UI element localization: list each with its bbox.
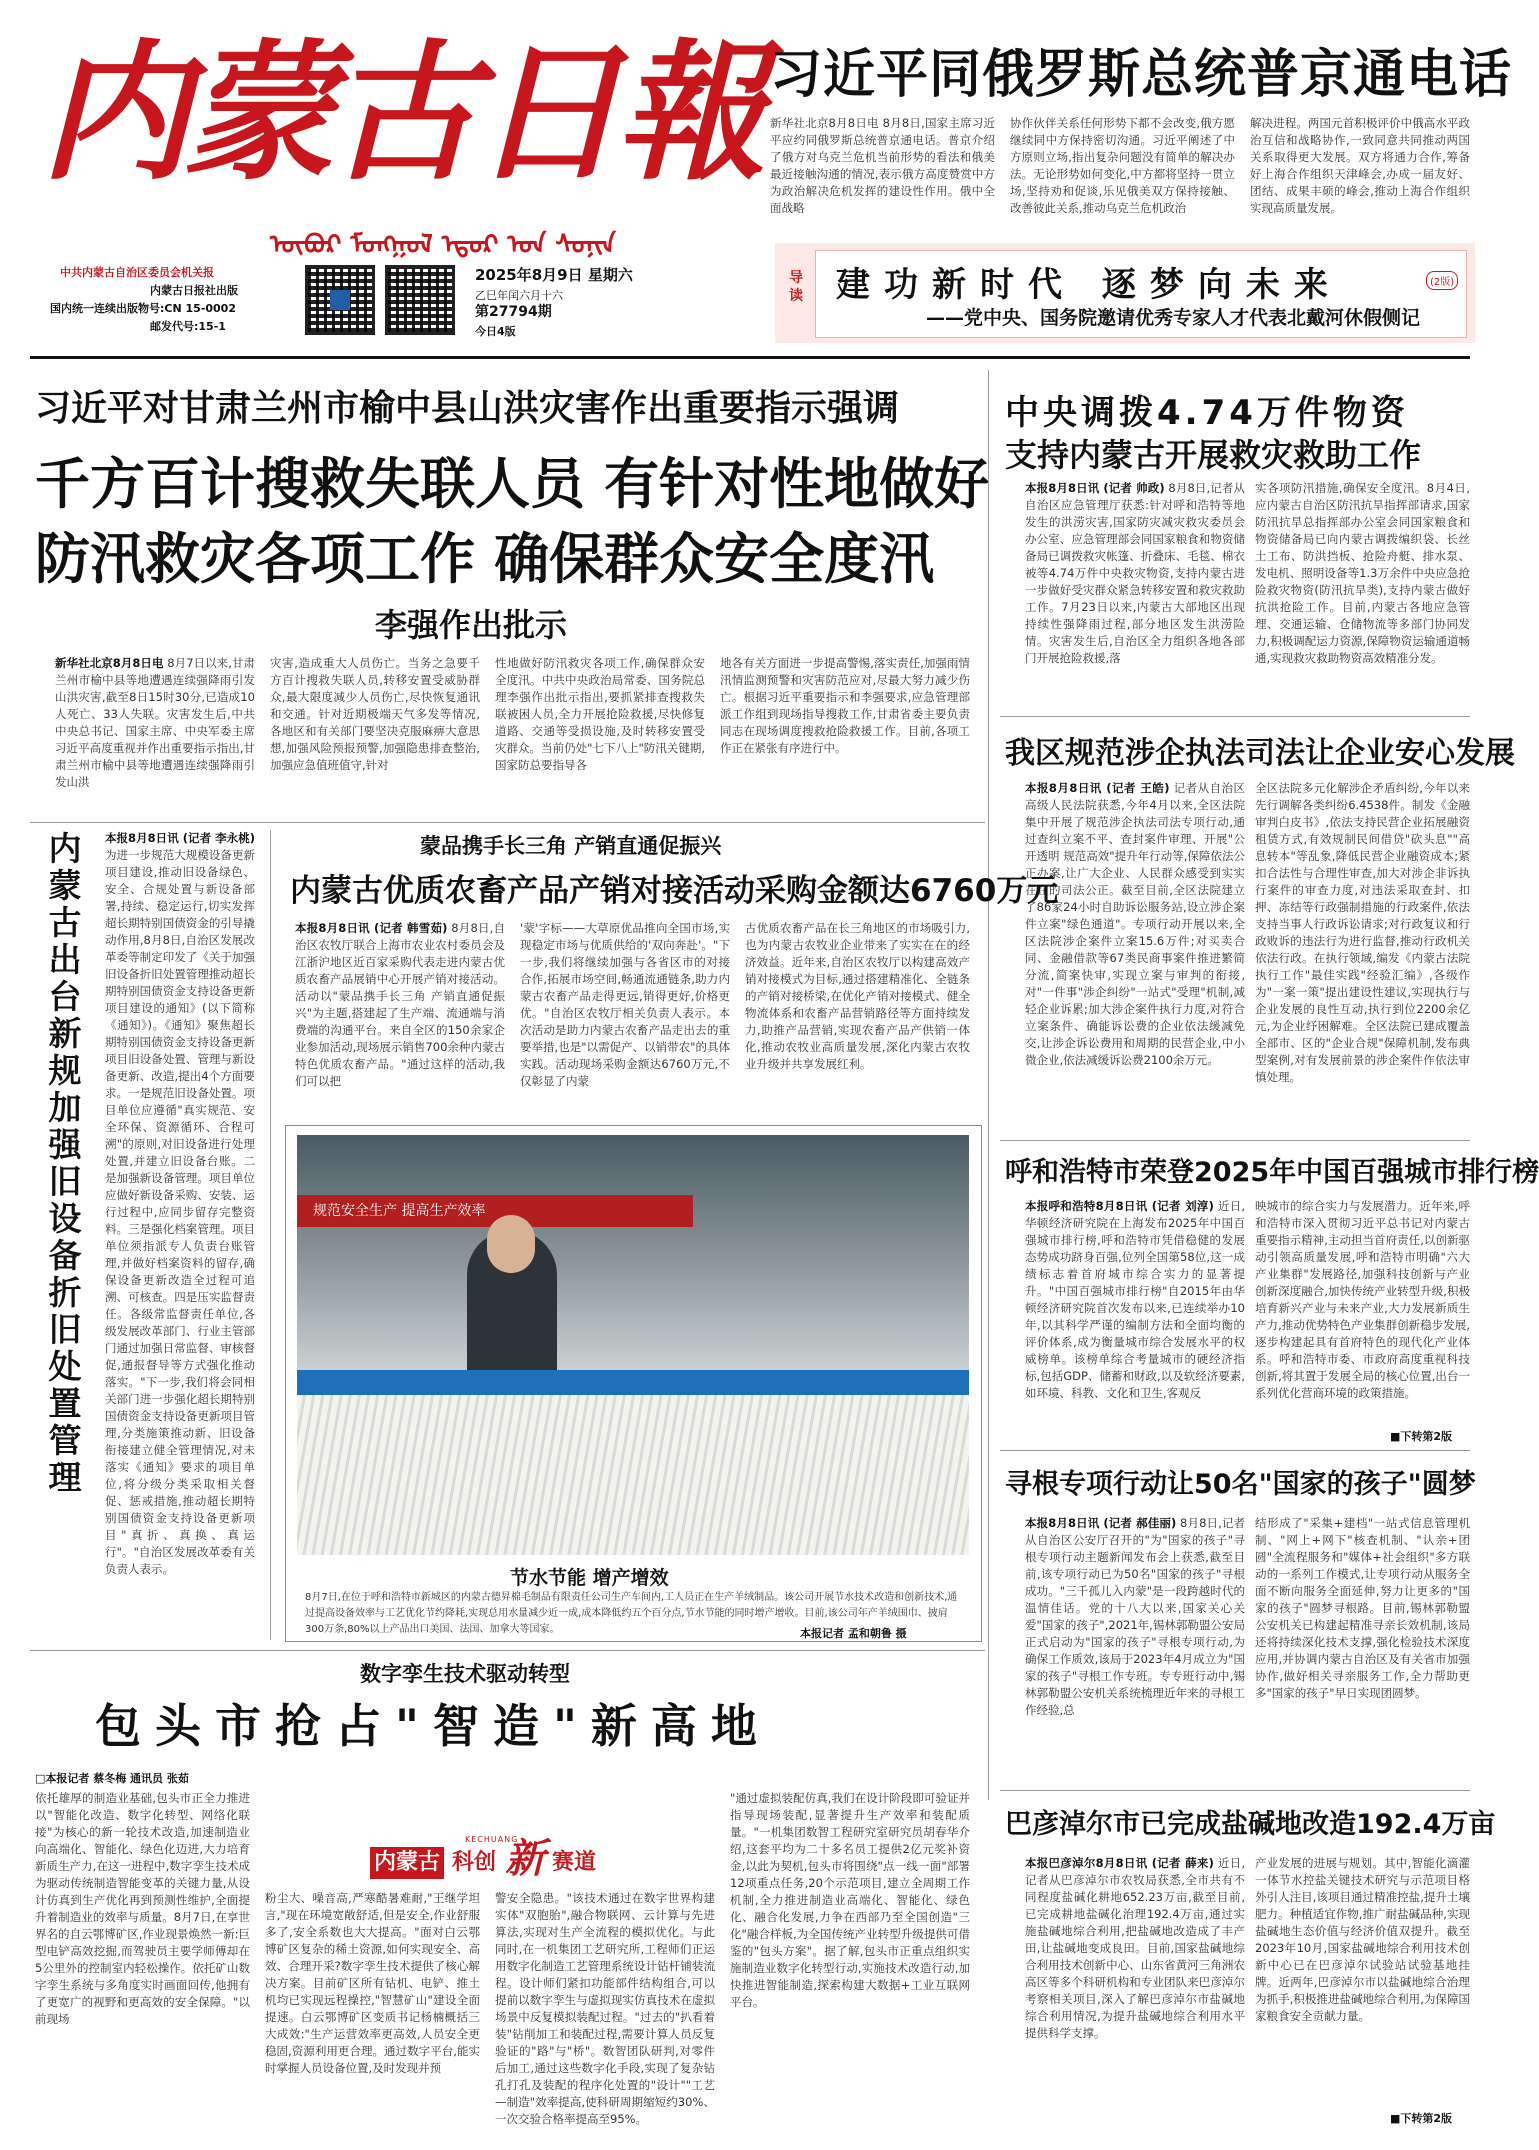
lunar-date: 乙巳年闰六月十六 xyxy=(475,289,563,302)
children-col-1: 本报8月8日讯 (记者 郝佳丽) 8月8日,记者从自治区公安厅召开的"为"国家的孩子"寻根专项行动主题新闻发布会上获悉,截至目前,该专项行动已为50名"国家的孩子"寻根成功。"三千孤儿入内蒙"是一段跨越时代的温情佳话。党的十八大以来,国家关心关爱"国家的孩子",2021年,锡林郭勒盟公安局正式启动为"国家的孩子"寻根专项行动,为确保工作质效,该局于2023年4月成立为"国家的孩子"寻根工作专班。专专班行动中,锡林郭勒盟公安机关系统梳理近年来的寻根工作经验,总 xyxy=(1025,1516,1246,1717)
divider xyxy=(1000,1790,1470,1791)
baotou-col-3: 警安全隐患。"该技术通过在数字世界构建实体"双胞胎",融合物联网、云计算与先进算法,实现对生产全流程的模拟优化。与此同时,在一机集团工艺研究所,工程师们正运用数字化制造工艺管理系统设计钻杆铺装流程。设计师们紧扣功能部件结构组合,可以提前以数字孪生与虚拟现实仿真技术在虚拟场景中反复模拟装配过程。"过去的"扒看着装"钻削加工和装配过程,需要计算人员反复验证的"路"与"桥"。数智团队研判,对零件后加工,通过这些数字化手段,实现了复杂钻孔打孔及装配的程序化处置的"设计""工艺—制造"效率提高,使科研周期缩短约30%、一次交验合格率提高至95%。 xyxy=(495,1891,715,2126)
trade-byline: 本报8月8日讯 (记者 韩雪茹) xyxy=(295,921,448,935)
baotou-col-4: "通过虚拟装配仿真,我们在设计阶段即可验证并指导现场装配,显著提升生产效率和装配质量。"一机集团数智工程研究室研究员胡春华介绍,这套平均为二十多名员工提供2亿元奖补资金,以此为契机,包头市将围绕"点一线一面"部署12项重点任务,20个示范项目,建立全周期工作机制,全力推进制造业高端化、智能化、绿色化、融合化发展,力争在西部乃至全国创造"三化"融合样板,为全国传统产业转型升级提供可借鉴的"包头方案"。据了解,包头市正重点组织实施制造业数字化转型行动,实施技术改造行动,加快推进智能制造,探索构建大数据+工业互联网平台。 xyxy=(730,1791,970,2009)
kechuang-pinyin: KECHUANG xyxy=(465,1835,519,1844)
kechuang-neimenggu: 内蒙古 xyxy=(370,1847,444,1879)
trade-kicker: 蒙品携手长三角 产销直通促振兴 xyxy=(420,834,722,858)
baotou-col-2: 粉尘大、噪音高,严寒酷暑难耐,"王继学坦言,"现在环境宽敞舒适,但是安全,作业舒服多了,安全系数也大大提高。"面对白云鄂博矿区复杂的稀土资源,如何实现安全、高效、合理开采?数字孪生技术提供了核心解决方案。目前矿区所有钻机、电铲、推土机均已实现远程操控,"智慧矿山"建设全面提速。白云鄂博矿区变质书记杨楠概括三大成效:"生产运营效率更高效,人员安全更稳固,资源利用更合理。通过数字平台,能实时掌握人员设备位置,及时发现并预 xyxy=(265,1891,480,2075)
hohhot-byline: 本报呼和浩特8月8日讯 (记者 刘淳) xyxy=(1025,1199,1214,1213)
relief-col-2: 实各项防汛措施,确保安全度汛。8月4日,应内蒙古自治区防汛抗旱指挥部请求,国家防汛抗旱总指挥部办公室会同国家粮食和物资储备局已向内蒙古调拨编织袋、长丝土工布、防洪挡板、抢险舟艇、排水泵、发电机、照明设备等1.3万余件中央应急抢险救灾物资(防汛抗旱类),支持内蒙古做好抗洪抢险工作。目前,内蒙古各地应急管理、交通运输、仓储物流等多部门协同发力,积极调配运力资源,保障物资运输通道畅通,实现救灾救助物资高效精准分发。 xyxy=(1255,481,1470,665)
lead-subhead: 李强作出批示 xyxy=(375,606,568,644)
guide-box[interactable] xyxy=(775,243,1475,343)
kechuang-saidao: 赛道 xyxy=(552,1850,597,1875)
factory-photo[interactable] xyxy=(297,1135,969,1555)
postal-code: 邮发代号:15-1 xyxy=(150,320,226,333)
kechuang-keji: 科创 xyxy=(452,1850,497,1875)
lead-kicker: 习近平对甘肃兰州市榆中县山洪灾害作出重要指示强调 xyxy=(35,388,900,429)
masthead-divider xyxy=(30,356,1470,359)
trade-headline: 内蒙古优质农畜产品产销对接活动采购金额达6760万元 xyxy=(290,873,1059,909)
hohhot-col-2: 映城市的综合实力与发展潜力。近年来,呼和浩特市深入贯彻习近平总书记对内蒙古重要指示精神,主动担当首府责任,以创新驱动引领高质量发展,呼和浩特市明确"六大产业集群"发展路径,加强科技创新与产业创新深度融合,加快传统产业转型升级,积极培育新兴产业与未来产业,大力发展新质生产力,推动优势特色产业集群创新稳步发展,逐步构建起具有首府特色的现代化产业体系。呼和浩特市委、市政府高度重视科技创新,将其置于发展全局的核心位置,出台一系列优化营商环境的政策措施。 xyxy=(1255,1199,1470,1400)
hohhot-headline: 呼和浩特市荣登2025年中国百强城市排行榜 xyxy=(1005,1157,1539,1188)
vertical-headline: 内蒙古出台新规加强旧设备折旧处置管理 xyxy=(48,829,82,1497)
masthead-mongolian-title: ᠥᠪᠦᠷ ᠮᠣᠩᠭᠣᠯ ᠡᠳᠦᠷ ᠤᠨ ᠰᠣᠨᠢᠨ xyxy=(270,230,616,260)
lead-headline-1: 千方百计搜救失联人员 有针对性地做好 xyxy=(35,451,990,516)
divider xyxy=(1000,1450,1470,1451)
cn-number: 国内统一连续出版物号:CN 15-0002 xyxy=(50,302,236,315)
lead-col-1: 新华社北京8月8日电 8月7日以来,甘肃兰州市榆中县等地遭遇连续强降雨引发山洪灾害,截至8日15时30分,已造成10人死亡、33人失联。灾害发生后,中共中央总书记、国家主席、中央军委主席习近平高度重视并作出重要指示指出,甘肃兰州市榆中县等地遭遇连续强降雨引发山洪 xyxy=(55,656,255,789)
loom-fabric xyxy=(297,1395,969,1555)
kechuang-logo[interactable] xyxy=(370,1835,650,1885)
photo-credit: 本报记者 孟和朝鲁 摄 xyxy=(800,1627,907,1640)
children-headline: 寻根专项行动让50名"国家的孩子"圆梦 xyxy=(1005,1469,1476,1500)
relief-headline-1: 中央调拨4.74万件物资 xyxy=(1005,393,1409,433)
saline-byline: 本报巴彦淖尔8月8日讯 (记者 薛来) xyxy=(1025,1856,1214,1870)
kechuang-xin: 新 xyxy=(505,1835,545,1882)
trade-col-1: 本报8月8日讯 (记者 韩雪茹) 8月8日,自治区农牧厅联合上海市农业农村委员会及江浙沪地区近百家采购代表走进内蒙古优质农畜产品展销中心开展产销对接活动。活动以"蒙品携手长三角 产销直通促振兴"为主题,搭建起了生产端、流通端与消费端的沟通平台。来自全区的150余家企业参加活动,现场展示销售700余种内蒙古特色优质农畜产品。"通过这样的活动,我们可以把 xyxy=(295,921,505,1088)
saline-headline: 巴彦淖尔市已完成盐碱地改造192.4万亩 xyxy=(1005,1809,1496,1840)
saline-jump[interactable]: ■下转第2版 xyxy=(1390,2112,1453,2125)
baotou-kicker: 数字孪生技术驱动转型 xyxy=(360,1662,570,1686)
lead-headline-2: 防汛救灾各项工作 确保群众安全度汛 xyxy=(35,526,935,591)
divider xyxy=(1000,1140,1470,1141)
children-col-2: 结形成了"采集+建档"一站式信息管理机制、"网上+网下"核查机制、"认亲+团圆"全流程服务和"媒体+社会组织"多方联动的一系列工作模式,让专项行动从服务全面不断向服务全面延伸,努力让更多的"国家的孩子"圆梦寻根路。目前,锡林郭勒盟公安机关已构建起精准寻亲长效机制,该局还将持续深化技术支撑,强化检验技术深度应用,并协调内蒙古自治区及有关省市加强协作,做好相关寻亲服务工作,全力帮助更多"国家的孩子"早日实现团圆梦。 xyxy=(1255,1516,1470,1700)
law-byline: 本报8月8日讯 (记者 王皓) xyxy=(1025,781,1170,795)
masthead-title: 内蒙古日報 xyxy=(40,25,761,201)
guide-subtitle: ——党中央、国务院邀请优秀专家人才代表北戴河休假侧记 xyxy=(926,307,1421,329)
lead-col-4: 地各有关方面进一步提高警惕,落实责任,加强雨情汛情监测预警和灾害防范应对,尽最大努力减少伤亡。根据习近平重要指示和李强要求,应急管理部派工作组到现场指导搜救工作,甘肃省委主要负责同志在现场调度搜救抢险救援工作。目前,各项工作正在紧张有序进行中。 xyxy=(720,656,970,755)
vertical-story-text: 本报8月8日讯 (记者 李永桃) 为进一步规范大规模设备更新项目建设,推动旧设备绿色、安全、合规处置与新设备部署,持续、稳定运行,切实发挥超长期特别国债资金的引导撬动作用,8月8日,自治区发展改革委等制定印发了《关于加强旧设备折旧处置管理推动超长期特别国债资金支持设备更新项目建设的通知》(以下简称《通知》)。《通知》聚焦超长期特别国债资金支持设备更新项目旧设备处置、管理与新设备更新、改造,提出4个方面要求。一是规范旧设备处置。项目单位应遵循"真实规范、安全环保、资源循环、合程可溯"的原则,对旧设备进行处理处置,并建立旧设备台账。二是加强新设备管理。项目单位应做好新设备采购、安装、运行过程中,应同步留存完整资料。三是强化档案管理。项目单位须指派专人负责台账管理,并做好档案资料的留存,确保设备更新改造全过程可追溯、可核查。四是压实监督责任。各级常监督责任单位,各级发展改革部门、行业主管部门通过加强日常监督、审核督促,通报督导等方式强化推动落实。"下一步,我们将会同相关部门进一步强化超长期特别国债资金支持设备更新项目管理,分类施策推动新、旧设备衔接建立健全管理情况,对未落实《通知》要求的项目单位,将分级分类采取相关督促、惩戒措施,推动超长期特别国债资金支持设备更新项目"真折、真换、真运行"。"自治区发展改革委有关负责人表示。 xyxy=(105,831,255,1576)
divider xyxy=(30,1650,985,1651)
baotou-col-1: 依托雄厚的制造业基础,包头市正全力推进以"智能化改造、数字化转型、网络化联接"为核心的新一轮技术改造,加速制造业向高端化、智能化、绿色化迈进,大力培育新质生产力,在这一进程中,数字孪生技术成为驱动传统制造智能变革的关键力量,从设计仿真到生产优化再到预测性维护,全面提升着制造业的效率与质量。8月7日,在享世界名的自云鄂博矿区,作业现景焕然一新:巨型电铲高效挖掘,而驾驶员主要学师傅却在5公里外的控制室内轻松操作。依托矿山数字孪生系统与多角度实时画面回传,他拥有了更宽广的视野和更高效的安全保障。"以前现场 xyxy=(35,1791,250,2026)
hohhot-col-1: 本报呼和浩特8月8日讯 (记者 刘淳) 近日,华顿经济研究院在上海发布2025年中国百强城市排行榜,呼和浩特市凭借稳健的发展态势成功跻身百强,位列全国第58位,这一成绩标志着首府城市综合实力的显著提升。"中国百强城市排行榜"自2015年由华顿经济研究院首次发布以来,已连续举办10年,以其科学严谨的编制方法和全面均衡的评价体系,成为衡量城市综合发展水平的权威榜单。该榜单综合考量城市的硬经济指标,包括GDP、储蓄和财政,以及软经济要素,如环境、科教、文化和卫生,客观反 xyxy=(1025,1199,1246,1400)
top-story-col-3: 解决进程。两国元首积极评价中俄高水平政治互信和战略协作,一致同意共同推动两国关系取得更大发展。双方将通力合作,筹备好上海合作组织天津峰会,办成一届友好、团结、成果丰硕的峰会,推动上海合作组织实现高质量发展。 xyxy=(1250,116,1470,215)
right-column-rule xyxy=(988,370,989,1800)
law-headline: 我区规范涉企执法司法让企业安心发展 xyxy=(1005,736,1515,771)
saline-col-2: 产业发展的进展与规划。其中,智能化滴灌一体节水控盐关键技术研究与示范项目格外引人注目,该项目通过精准控盐,提升土壤肥力。种植适宜作物,推广耐盐碱品种,实现盐碱地生态价值与经济价值双提升。截至2023年10月,国家盐碱地综合利用技术创新中心已在巴彦淖尔试验站试验基地挂牌。近两年,巴彦淖尔市以盐碱地综合治理为抓手,积极推进盐碱地综合利用,为保障国家粮食安全贡献力量。 xyxy=(1255,1856,1470,2023)
lead-col-2: 灾害,造成重大人员伤亡。当务之急要千方百计搜救失联人员,转移安置受威胁群众,最大限度减少人员伤亡,尽快恢复通讯和交通。针对近期极端天气多发等情况,各地区和有关部门要坚决克服麻痹大意思想,加强风险预报预警,加强隐患排查整治,加强应急值班值守,针对 xyxy=(270,656,480,772)
children-byline: 本报8月8日讯 (记者 郝佳丽) xyxy=(1025,1516,1177,1530)
relief-headline-2: 支持内蒙古开展救灾救助工作 xyxy=(1005,436,1422,474)
top-story-headline: 习近平同俄罗斯总统普京通电话 xyxy=(770,44,1513,105)
hohhot-jump[interactable]: ■下转第2版 xyxy=(1390,1430,1453,1443)
baotou-byline: □本报记者 蔡冬梅 通讯员 张茹 xyxy=(35,1772,189,1785)
page-count: 今日4版 xyxy=(475,325,516,338)
guide-title: 建功新时代 逐梦向未来 xyxy=(836,265,1342,305)
vertical-byline: 本报8月8日讯 (记者 李永桃) xyxy=(105,831,255,845)
guide-tag: 导读 xyxy=(789,270,803,304)
relief-col-1: 本报8月8日讯 (记者 帅政) 8月8日,记者从自治区应急管理厅获悉:针对呼和浩特等地发生的洪涝灾害,国家防灾减灾救灾委员会办公室、应急管理部会同国家粮食和物资储备局已调拨救灾帐篷、折叠床、毛毯、棉衣被等4.74万件中央救灾物资,支持内蒙古进一步做好受灾群众紧急转移安置和救灾救助工作。7月23日以来,内蒙古大部地区出现持续性强降雨过程,部分地区发生洪涝险情。灾害发生后,自治区全力组织各地各部门开展抢险救援,落 xyxy=(1025,481,1245,665)
column-rule xyxy=(270,830,271,1640)
lead-byline: 新华社北京8月8日电 xyxy=(55,656,164,670)
issue-number: 第27794期 xyxy=(475,304,552,320)
trade-col-2: '蒙'字标——大草原优品推向全国市场,实现稳定市场与优质供给的'双向奔赴'。"下一步,我们将继续加强与各省区市的对接合作,拓展市场空间,畅通流通链条,助力内蒙古农畜产品走得更远,销得更好,价格更优。"自治区农牧厅相关负责人表示。本次活动是助力内蒙古农畜产品走出去的重要举措,也是"以需促产、以销带农"的具体实践。活动现场采购金额达6760万元,不仅彰显了内蒙 xyxy=(520,921,730,1088)
worker-face xyxy=(487,1215,535,1273)
photo-caption-title: 节水节能 增产增效 xyxy=(510,1567,669,1589)
top-story-col-2: 协作伙伴关系任何形势下都不会改变,俄方愿继续同中方保持密切沟通。习近平阐述了中方原则立场,指出复杂问题没有简单的解决办法。无论形势如何变化,中方都将坚持一贯立场,坚持劝和促谈,乐见俄美双方保持接触、改善彼此关系,推动乌克兰危机政治 xyxy=(1010,116,1235,215)
divider xyxy=(1000,716,1470,717)
photo-caption: 8月7日,在位于呼和浩特市新城区的内蒙古德昇棉毛制品有限责任公司生产车间内,工人员正在生产羊绒制品。该公司开展节水技术改造和创新技术,通过提高设备效率与工艺优化节约降耗,实现总用水量减少近一成,成本降低约五个百分点,节水节能的同时增产增收。目前,该公司年产羊绒围巾、披肩300万条,80%以上产品出口美国、法国、加拿大等国家。 xyxy=(305,1592,958,1635)
law-col-2: 全区法院多元化解涉企矛盾纠纷,今年以来先行调解各类纠纷6.4538件。制发《金融审判白皮书》,依法支持民营企业拓展融资租赁方式,有效规制民间借贷"砍头息""高息转本"等乱象,降低民营企业融资成本;紧扣合法性与合理性审查,加大对涉企非诉执行案件的审查力度,对违法采取查封、扣押、冻结等行政强制措施的行政案件,依法支持当事人行政诉讼请求;对行政复议和行政败诉的违法行为进行监督,推动行政机关依法行政。在执行领域,编发《内蒙古法院执行工作"最佳实践"经验汇编》,各级作为"一案一策"提出建设性建议,实现执行与企业发展的良性互动,执行到位2200余亿元,为企业纾困解难。全区法院已建成覆盖全部市、区的"企业合规"保障机制,发布典型案例,对有发展前景的涉企案件作依法审慎处理。 xyxy=(1255,781,1470,1084)
photo-banner: 规范安全生产 提高生产效率 xyxy=(297,1195,693,1227)
lead-col-3: 性地做好防汛救灾各项工作,确保群众安全度汛。中共中央政治局常委、国务院总理李强作出批示指出,要抓紧排查搜救失联被困人员,全力开展抢险救援,尽快修复道路、交通等受损设施,及时转移安置受灾群众。当前仍处"七下八上"防汛关键期,国家防总要指导各 xyxy=(495,656,705,772)
publisher-line-1: 中共内蒙古自治区委员会机关报 xyxy=(60,266,214,279)
law-col-1: 本报8月8日讯 (记者 王皓) 记者从自治区高级人民法院获悉,今年4月以来,全区法院集中开展了规范涉企执法司法专项行动,通过查纠立案不平、查封案件审理、开展"公开透明 规范高效"提升年行动等,保障依法公正办案,让广大企业、人民群众感受到实实在在的司法公正。截至目前,全区法院建立了86家24小时自助诉讼服务站,设立涉企案件立案"绿色通道"。专项行动开展以来,全区法院涉企案件立案15.6万件;对买卖合同、金融借款等67类民商事案件推进繁简分流,简案快审,实现立案与审判的衔接,对"一件事"涉企纠纷"一站式"受理"机制,减轻企业诉累;加大涉企案件执行力度,对符合立案条件、确能诉讼费的企业依法缓减免交,让涉企诉讼费用和周期的民营企业,中小微企业,依法减缓诉讼费2100余万元。 xyxy=(1025,781,1245,1067)
top-story-col-1: 新华社北京8月8日电 8月8日,国家主席习近平应约同俄罗斯总统普京通电话。普京介绍了俄方对乌克兰危机当前形势的看法和俄美最近接触沟通的情况,表示俄方高度赞赏中方为政治解决危机发挥的建设性作用。俄中全面战略 xyxy=(770,116,995,215)
baotou-headline: 包头市抢占"智造"新高地 xyxy=(95,1699,771,1753)
publisher-line-2: 内蒙古日报社出版 xyxy=(150,284,238,297)
qr-code-1[interactable] xyxy=(305,265,375,335)
relief-byline: 本报8月8日讯 (记者 帅政) xyxy=(1025,481,1165,495)
trade-col-3: 古优质农畜产品在长三角地区的市场吸引力,也为内蒙古农牧业企业带来了实实在在的经济效益。近年来,自治区农牧厅以构建高效产销对接模式为目标,通过搭建精准化、全链条的产销对接桥梁,在优化产销对接模式、健全物流体系和农畜产品营销路径等方面持续发力,助推产品营销,实现农畜产品产供销一体化,推动农牧业高质量发展,深化内蒙古农牧业升级并共享发展红利。 xyxy=(745,921,970,1071)
divider xyxy=(30,822,985,823)
saline-col-1: 本报巴彦淖尔8月8日讯 (记者 薛来) 近日,记者从巴彦淖尔市农牧局获悉,全市共有不同程度盐碱化耕地652.23万亩,截至目前,已完成耕地盐碱化治理192.4万亩,通过实施盐碱地综合利用,把盐碱地改造成了丰产田,让盐碱地变成良田。目前,国家盐碱地综合利用技术创新中心、山东省黄河三角洲农高区等多个科研机构和专业团队来巴彦淖尔考察相关项目,深入了解巴彦淖尔市盐碱地综合利用情况,为提升盐碱地综合利用水平提供科学支撑。 xyxy=(1025,1856,1246,2040)
guide-page-badge: (2版) xyxy=(1426,271,1458,290)
issue-date: 2025年8月9日 星期六 xyxy=(475,266,633,284)
qr-code-2[interactable] xyxy=(385,265,455,335)
